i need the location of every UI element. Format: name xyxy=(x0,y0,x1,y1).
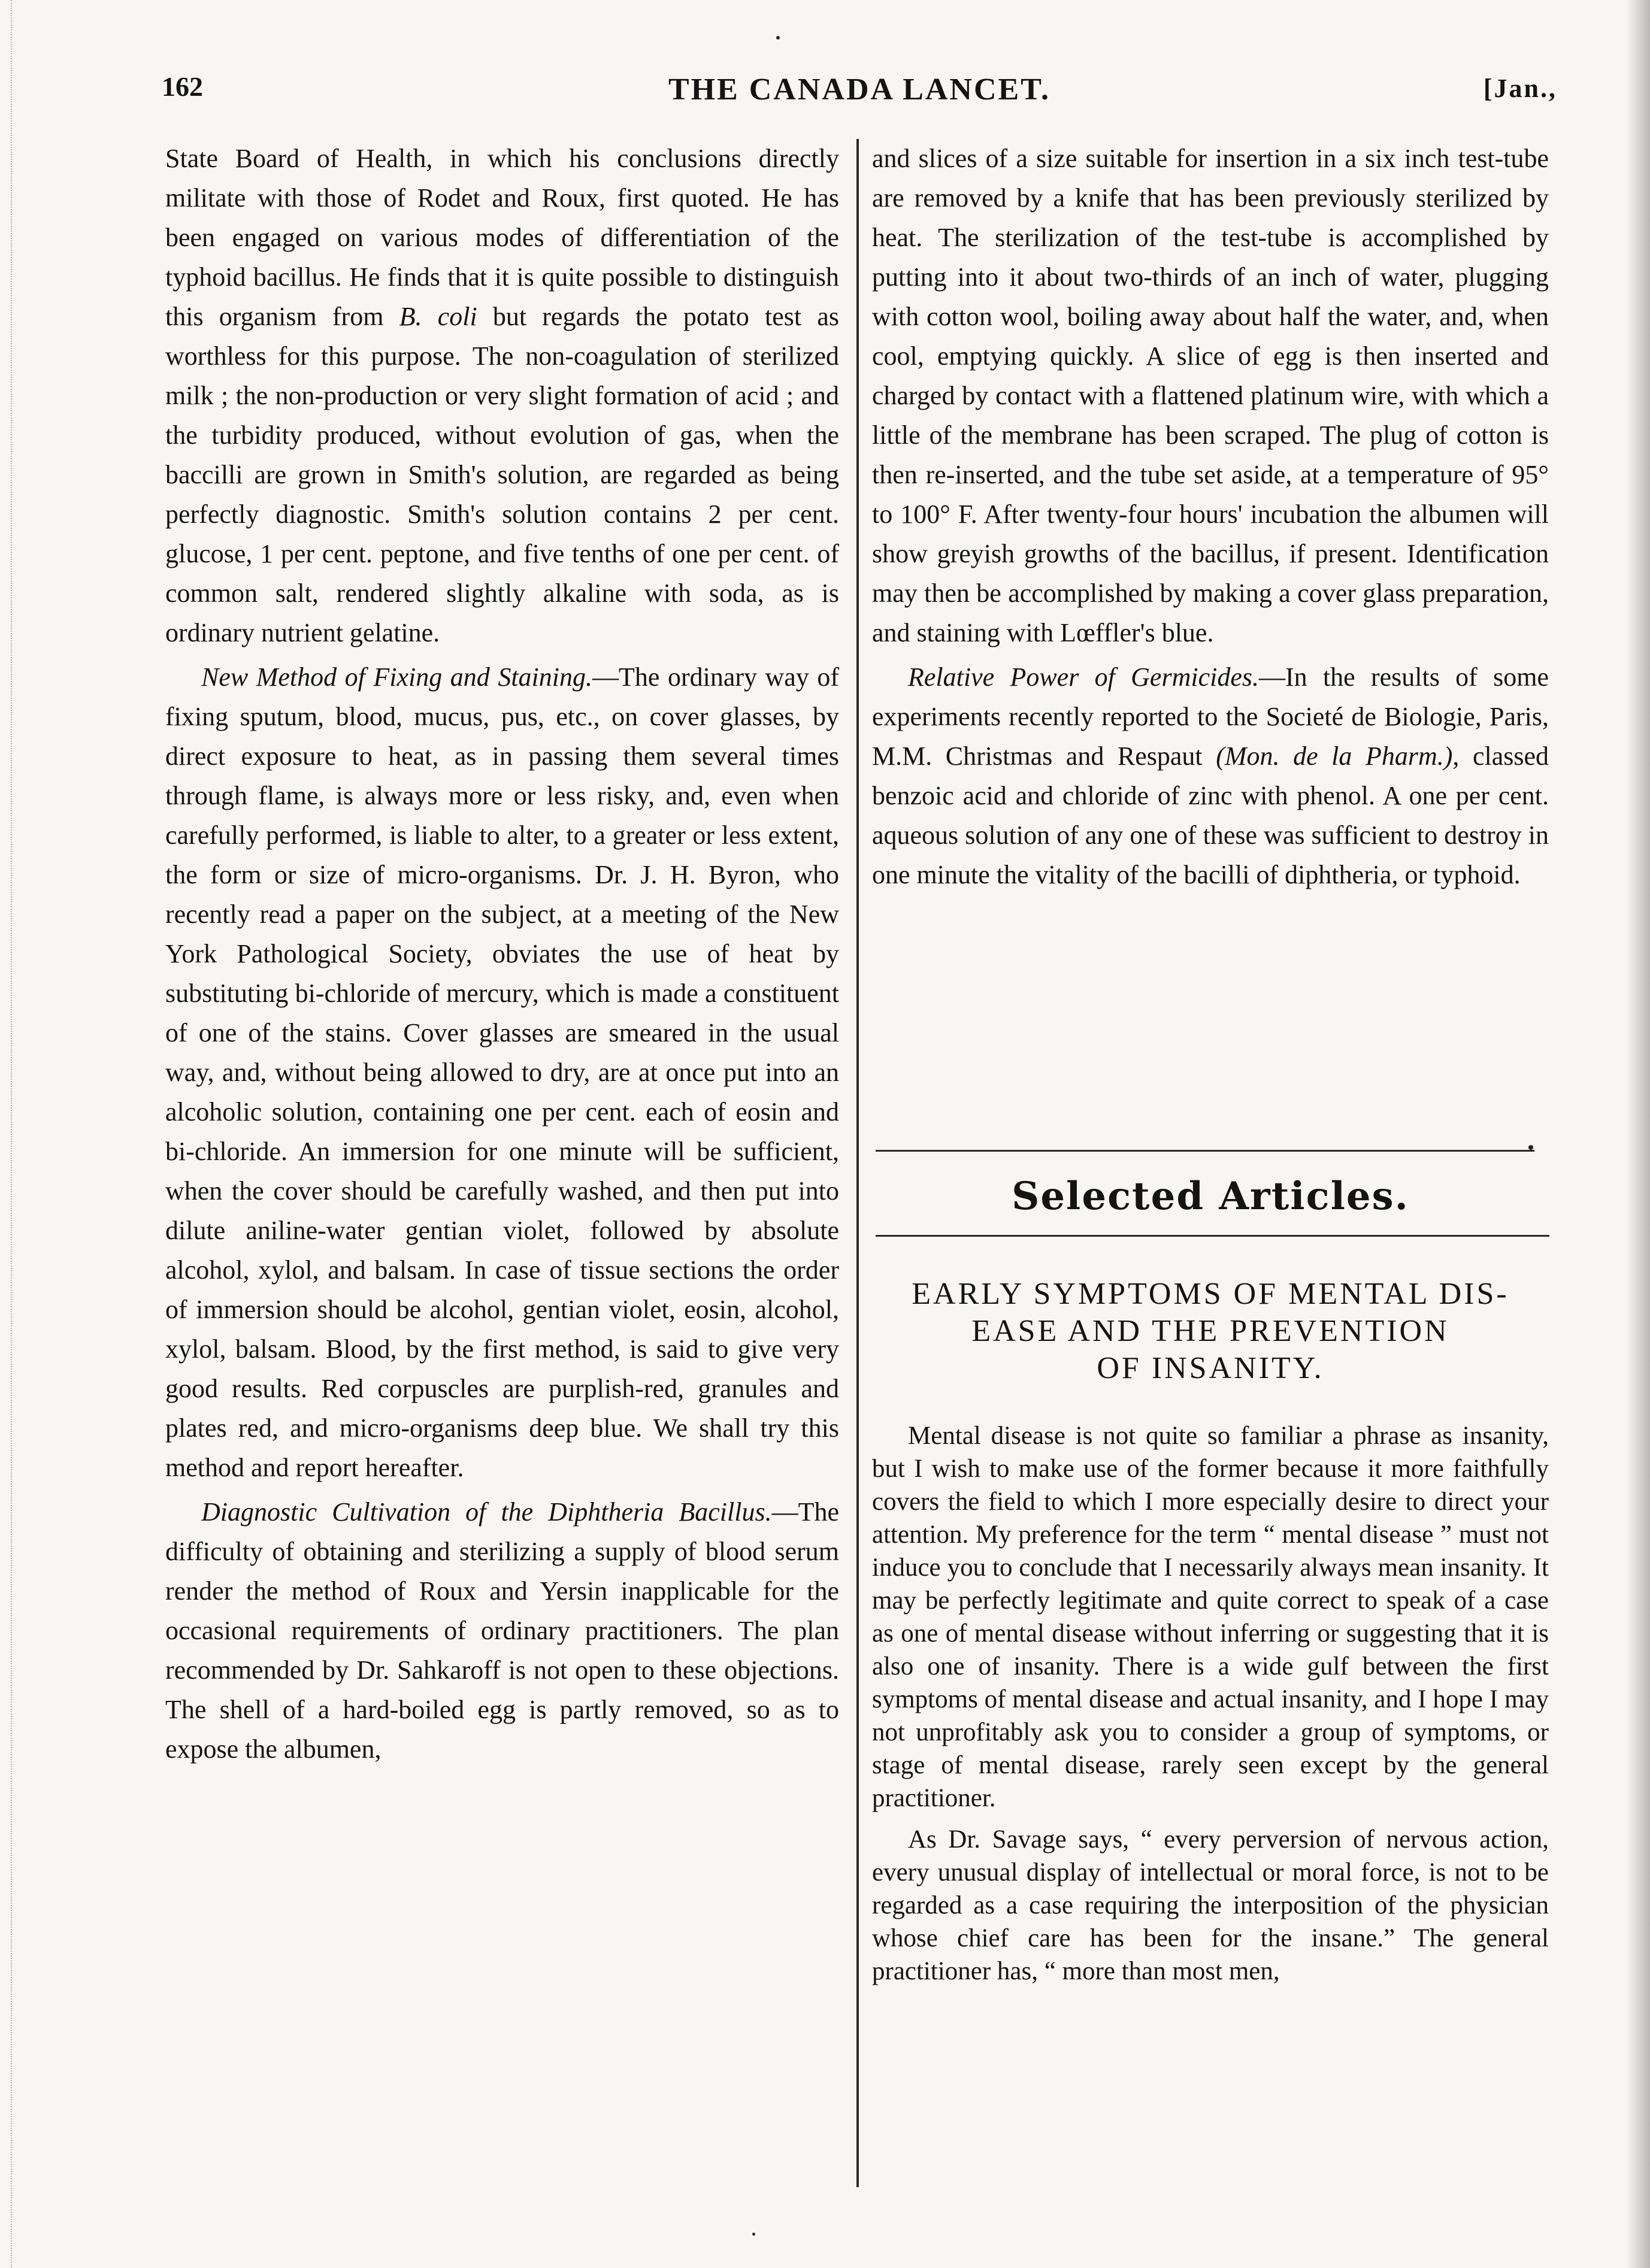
subsection-heading: Relative Power of Germicides. xyxy=(908,662,1259,692)
paragraph-diphtheria-cultivation: Diagnostic Cultivation of the Diphtheria Bacillus.—The difficulty of obtaining and sterilizing a supply of blood serum render the method of Roux and Yersin inapplicable for the occasional requirements of ordinary practitioners. The plan recommended by Dr. Sahkaroff is not open to these objections. The shell of a hard-boiled egg is partly removed, so as to expose the albumen, xyxy=(165,1497,839,1764)
section-rule-top xyxy=(876,1150,1534,1152)
paragraph-fixing-staining: New Method of Fixing and Staining.—The ordinary way of fixing sputum, blood, mucus, pus, etc., on cover glasses, by direct exposure to heat, as in passing them several times through flame, is always more or less risky, and, even when carefully performed, is liable to alter, to a greater or less extent, the form or size of micro-organisms. Dr. J. H. Byron, who recently read a paper on the subject, at a meeting of the New York Pathological Society, obviates the use of heat by substituting bi-chloride of mercury, which is made a constituent of one of the stains. Cover glasses are smeared in the usual way, and, without being allowed to dry, are at once put into an alcoholic solution, containing one per cent. each of eosin and bi-chloride. An immersion for one minute will be sufficient, when the cover should be carefully washed, and then put into dilute aniline-water gentian violet, followed by absolute alcohol, xylol, and balsam. In case of tissue sections the order of immersion should be alcohol, gentian violet, eosin, alcohol, xylol, balsam. Blood, by the first method, is said to give very good results. Red corpuscles are purplish-red, granules and plates red, and micro-organisms deep blue. We shall try this method and report hereafter. xyxy=(165,662,840,1482)
paragraph-typhoid-differentiation: State Board of Health, in which his conclusions directly militate with those of Rodet and Roux, first quoted. He has been engaged on various modes of differentiation of the typhoid bacillus. He finds that it is quite possible to distinguish this organism from B. coli but regards the potato test as worthless for this purpose. The non-coagulation of sterilized milk ; the non-production or very slight formation of acid ; and the turbidity produced, without evolution of gas, when the baccilli are grown in Smith's solution, are regarded as being perfectly diagnostic. Smith's solution contains 2 per cent. glucose, 1 per cent. peptone, and five tenths of one per cent. of common salt, rendered slightly alkaline with soda, as is ordinary nutrient gelatine. xyxy=(165,144,839,647)
journal-title: THE CANADA LANCET. xyxy=(668,72,1051,107)
ink-speck xyxy=(752,2233,755,2236)
article-body xyxy=(872,1419,1549,1988)
page-left-edge xyxy=(0,0,12,2268)
issue-month: [Jan., xyxy=(1483,74,1557,103)
page-right-edge-shadow xyxy=(1626,0,1650,2268)
left-column xyxy=(165,139,839,1769)
page-number: 162 xyxy=(162,71,203,102)
organism-name: B. coli xyxy=(399,302,477,331)
section-rule-bottom xyxy=(876,1235,1549,1237)
paragraph-egg-culture: and slices of a size suitable for insertion in a six inch test-tube are removed by a knife that has been previously sterilized by heat. The sterilization of the test-tube is accomplished by putting into it about two-thirds of an inch of water, plugging with cotton wool, boiling away about half the water, and, when cool, emptying quickly. A slice of egg is then inserted and charged by contact with a flattened platinum wire, with which a little of the membrane has been scraped. The plug of cotton is then re-inserted, and the tube set aside, at a temperature of 95° to 100° F. After twenty-four hours' incubation the albumen will show greyish growths of the bacillus, if present. Identification may then be accomplished by making a cover glass preparation, and staining with Lœffler's blue. xyxy=(872,144,1549,647)
subsection-heading: New Method of Fixing and Staining. xyxy=(201,662,593,692)
running-header xyxy=(162,71,1557,119)
article-paragraph: Mental disease is not quite so familiar a phrase as insanity, but I wish to make use of the former because it more faithfully covers the field to which I more especially desire to direct your attention. My preference for the term “ mental disease ” must not induce you to conclude that I necessarily always mean insanity. It may be perfectly legitimate and quite correct to speak of a case as one of mental disease without inferring or suggesting that it is also one of insanity. There is a wide gulf between the first symptoms of mental disease and actual insanity, and I hope I may not unprofitably ask you to consider a group of symptoms, or stage of mental disease, rarely seen except by the general practitioner. xyxy=(872,1422,1549,1812)
right-column xyxy=(872,139,1549,895)
ink-speck xyxy=(776,36,780,40)
article-title: EARLY SYMPTOMS OF MENTAL DIS- EASE AND THE PREVENTION OF INSANITY. xyxy=(912,1277,1509,1385)
column-divider xyxy=(856,139,859,2187)
subsection-heading: Diagnostic Cultivation of the Diphtheria Bacillus. xyxy=(201,1497,772,1527)
paragraph-germicides: Relative Power of Germicides.—In the results of some experiments recently reported to the Societé de Biologie, Paris, M.M. Christmas and Respaut (Mon. de la Pharm.), classed benzoic acid and chloride of zinc with phenol. A one per cent. aqueous solution of any one of these was sufficient to destroy in one minute the vitality of the bacilli of diphtheria, or typhoid. xyxy=(872,662,1549,889)
ink-speck xyxy=(1528,1145,1533,1150)
section-heading: Selected Articles. xyxy=(1012,1174,1409,1219)
citation: (Mon. de la Pharm.), xyxy=(1216,741,1460,771)
article-paragraph: As Dr. Savage says, “ every perversion of nervous action, every unusual display of intellectual or moral force, is not to be regarded as a case requiring the interposition of the physician whose chief care has been for the insane.” The general practitioner has, “ more than most men, xyxy=(872,1825,1549,1985)
